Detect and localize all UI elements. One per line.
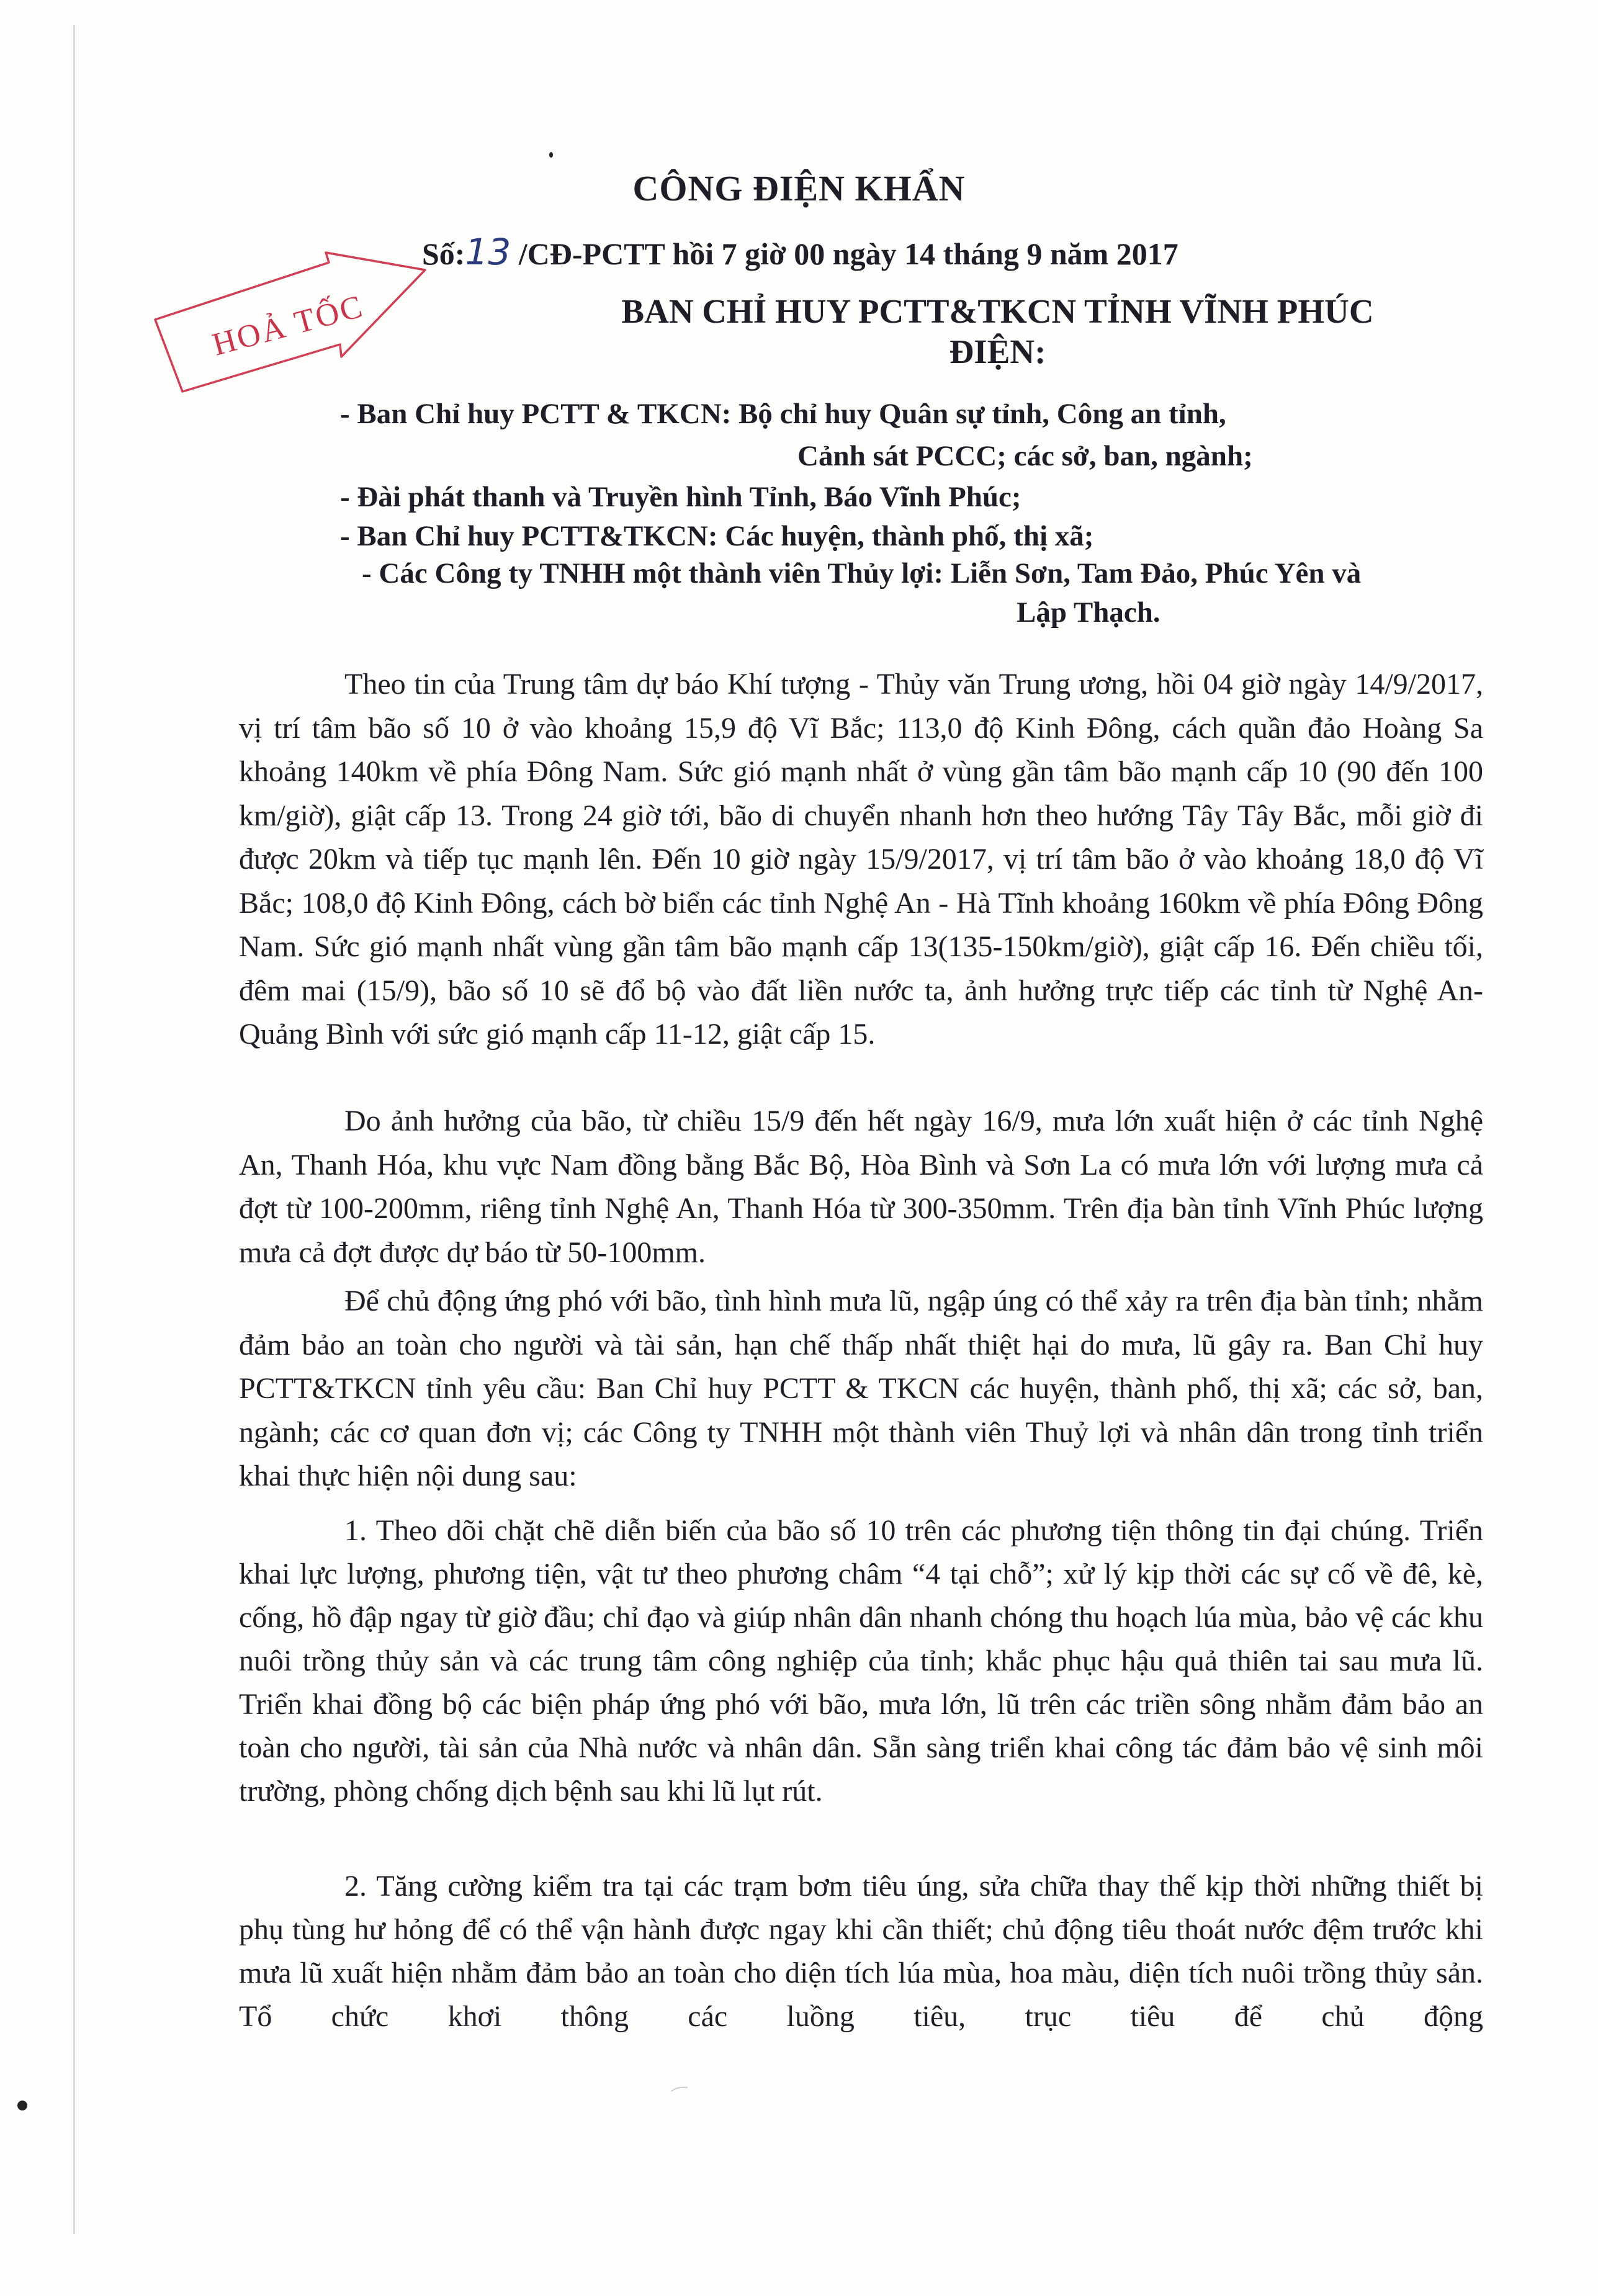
sender-line: BAN CHỈ HUY PCTT&TKCN TỈNH VĨNH PHÚC [621,292,1374,330]
handwritten-number: 13 [465,231,511,273]
recipient-line: Lập Thạch. [1017,596,1160,629]
scan-dot [549,152,553,158]
scan-smudge [670,2085,689,2094]
document-title: CÔNG ĐIỆN KHẨN [632,168,966,209]
body-paragraph: Do ảnh hưởng của bão, từ chiều 15/9 đến hết ngày 16/9, mưa lớn xuất hiện ở các tỉnh Nghệ An, Thanh Hóa, khu vực Nam đồng bằng Bắc Bộ, Hòa Bình và Sơn La có mưa lớn với lượng mưa cả đợt từ 100-200mm, riêng tỉnh Nghệ An, Thanh Hóa từ 300-350mm. Trên địa bàn tỉnh Vĩnh Phúc lượng mưa cả đợt được dự báo từ 50-100mm. [239,1105,1483,1269]
body-paragraph: Theo tin của Trung tâm dự báo Khí tượng - Thủy văn Trung ương, hồi 04 giờ ngày 14/9/2017, vị trí tâm bão số 10 ở vào khoảng 15,9 độ Vĩ Bắc; 113,0 độ Kinh Đông, cách quần đảo Hoàng Sa khoảng 140km về phía Đông Nam. Sức gió mạnh nhất ở vùng gần tâm bão mạnh cấp 10 (90 đến 100 km/giờ), giật cấp 13. Trong 24 giờ tới, bão di chuyển nhanh hơn theo hướng Tây Tây Bắc, mỗi giờ đi được 20km và tiếp tục mạnh lên. Đến 10 giờ ngày 15/9/2017, vị trí tâm bão ở vào khoảng 18,0 độ Vĩ Bắc; 108,0 độ Kinh Đông, cách bờ biển các tỉnh Nghệ An - Hà Tĩnh khoảng 160km về phía Đông Đông Nam. Sức gió mạnh nhất vùng gần tâm bão mạnh cấp 13(135-150km/giờ), giật cấp 16. Đến chiều tối, đêm mai (15/9), bão số 10 sẽ đổ bộ vào đất liền nước ta, ảnh hưởng trực tiếp các tỉnh từ Nghệ An- Quảng Bình với sức gió mạnh cấp 11-12, giật cấp 15. [239,668,1483,1051]
recipient-line: - Ban Chỉ huy PCTT&TKCN: Các huyện, thành phố, thị xã; [340,520,1094,552]
recipient-line: - Đài phát thanh và Truyền hình Tỉnh, Báo Vĩnh Phúc; [340,481,1021,513]
scan-edge-line [73,25,75,2234]
number-label: Số: [422,236,465,271]
recipient-line: - Ban Chỉ huy PCTT & TKCN: Bộ chỉ huy Quân sự tỉnh, Công an tỉnh, [340,398,1226,430]
stamp-text: HOẢ TỐC [209,288,368,363]
body-paragraph: 2. Tăng cường kiểm tra tại các trạm bơm tiêu úng, sửa chữa thay thế kịp thời những thiết bị phụ tùng hư hỏng để có thể vận hành được ngay khi cần thiết; chủ động tiêu thoát nước đệm trước khi mưa lũ xuất hiện nhằm đảm bảo an toàn cho diện tích lúa mùa, hoa màu, diện tích nuôi trồng thủy sản. Tổ chức khơi thông các luồng tiêu, trục tiêu để chủ động [239,1870,1483,2033]
scan-dot [17,2101,27,2110]
number-suffix: /CĐ-PCTT hồi 7 giờ 00 ngày 14 tháng 9 năm 2017 [518,236,1178,271]
body-paragraph: Để chủ động ứng phó với bão, tình hình mưa lũ, ngập úng có thể xảy ra trên địa bàn tỉnh; nhằm đảm bảo an toàn cho người và tài sản, hạn chế thấp nhất thiệt hại do mưa, lũ gây ra. Ban Chỉ huy PCTT&TKCN tỉnh yêu cầu: Ban Chỉ huy PCTT & TKCN các huyện, thành phố, thị xã; các sở, ban, ngành; các cơ quan đơn vị; các Công ty TNHH một thành viên Thuỷ lợi và nhân dân trong tỉnh triển khai thực hiện nội dung sau: [239,1285,1483,1492]
body-paragraph: 1. Theo dõi chặt chẽ diễn biến của bão số 10 trên các phương tiện thông tin đại chúng. Triển khai lực lượng, phương tiện, vật tư theo phương châm “4 tại chỗ”; xử lý kịp thời các sự cố về đê, kè, cống, hồ đập ngay từ giờ đầu; chỉ đạo và giúp nhân dân nhanh chóng thu hoạch lúa mùa, bảo vệ các khu nuôi trồng thủy sản và các trung tâm công nghiệp của tỉnh; khắc phục hậu quả thiên tai sau mưa lũ. Triển khai đồng bộ các biện pháp ứng phó với bão, mưa lớn, lũ trên các triền sông nhằm đảm bảo an toàn cho người, tài sản của Nhà nước và nhân dân. Sẵn sàng triển khai công tác đảm bảo vệ sinh môi trường, phòng chống dịch bệnh sau khi lũ lụt rút. [239,1514,1483,1808]
document-number-line [422,231,1390,273]
dien-label: ĐIỆN: [949,333,1046,370]
recipient-line: - Các Công ty TNHH một thành viên Thủy lợi: Liễn Sơn, Tam Đảo, Phúc Yên và [362,557,1362,590]
recipient-line: Cảnh sát PCCC; các sở, ban, ngành; [797,440,1253,472]
